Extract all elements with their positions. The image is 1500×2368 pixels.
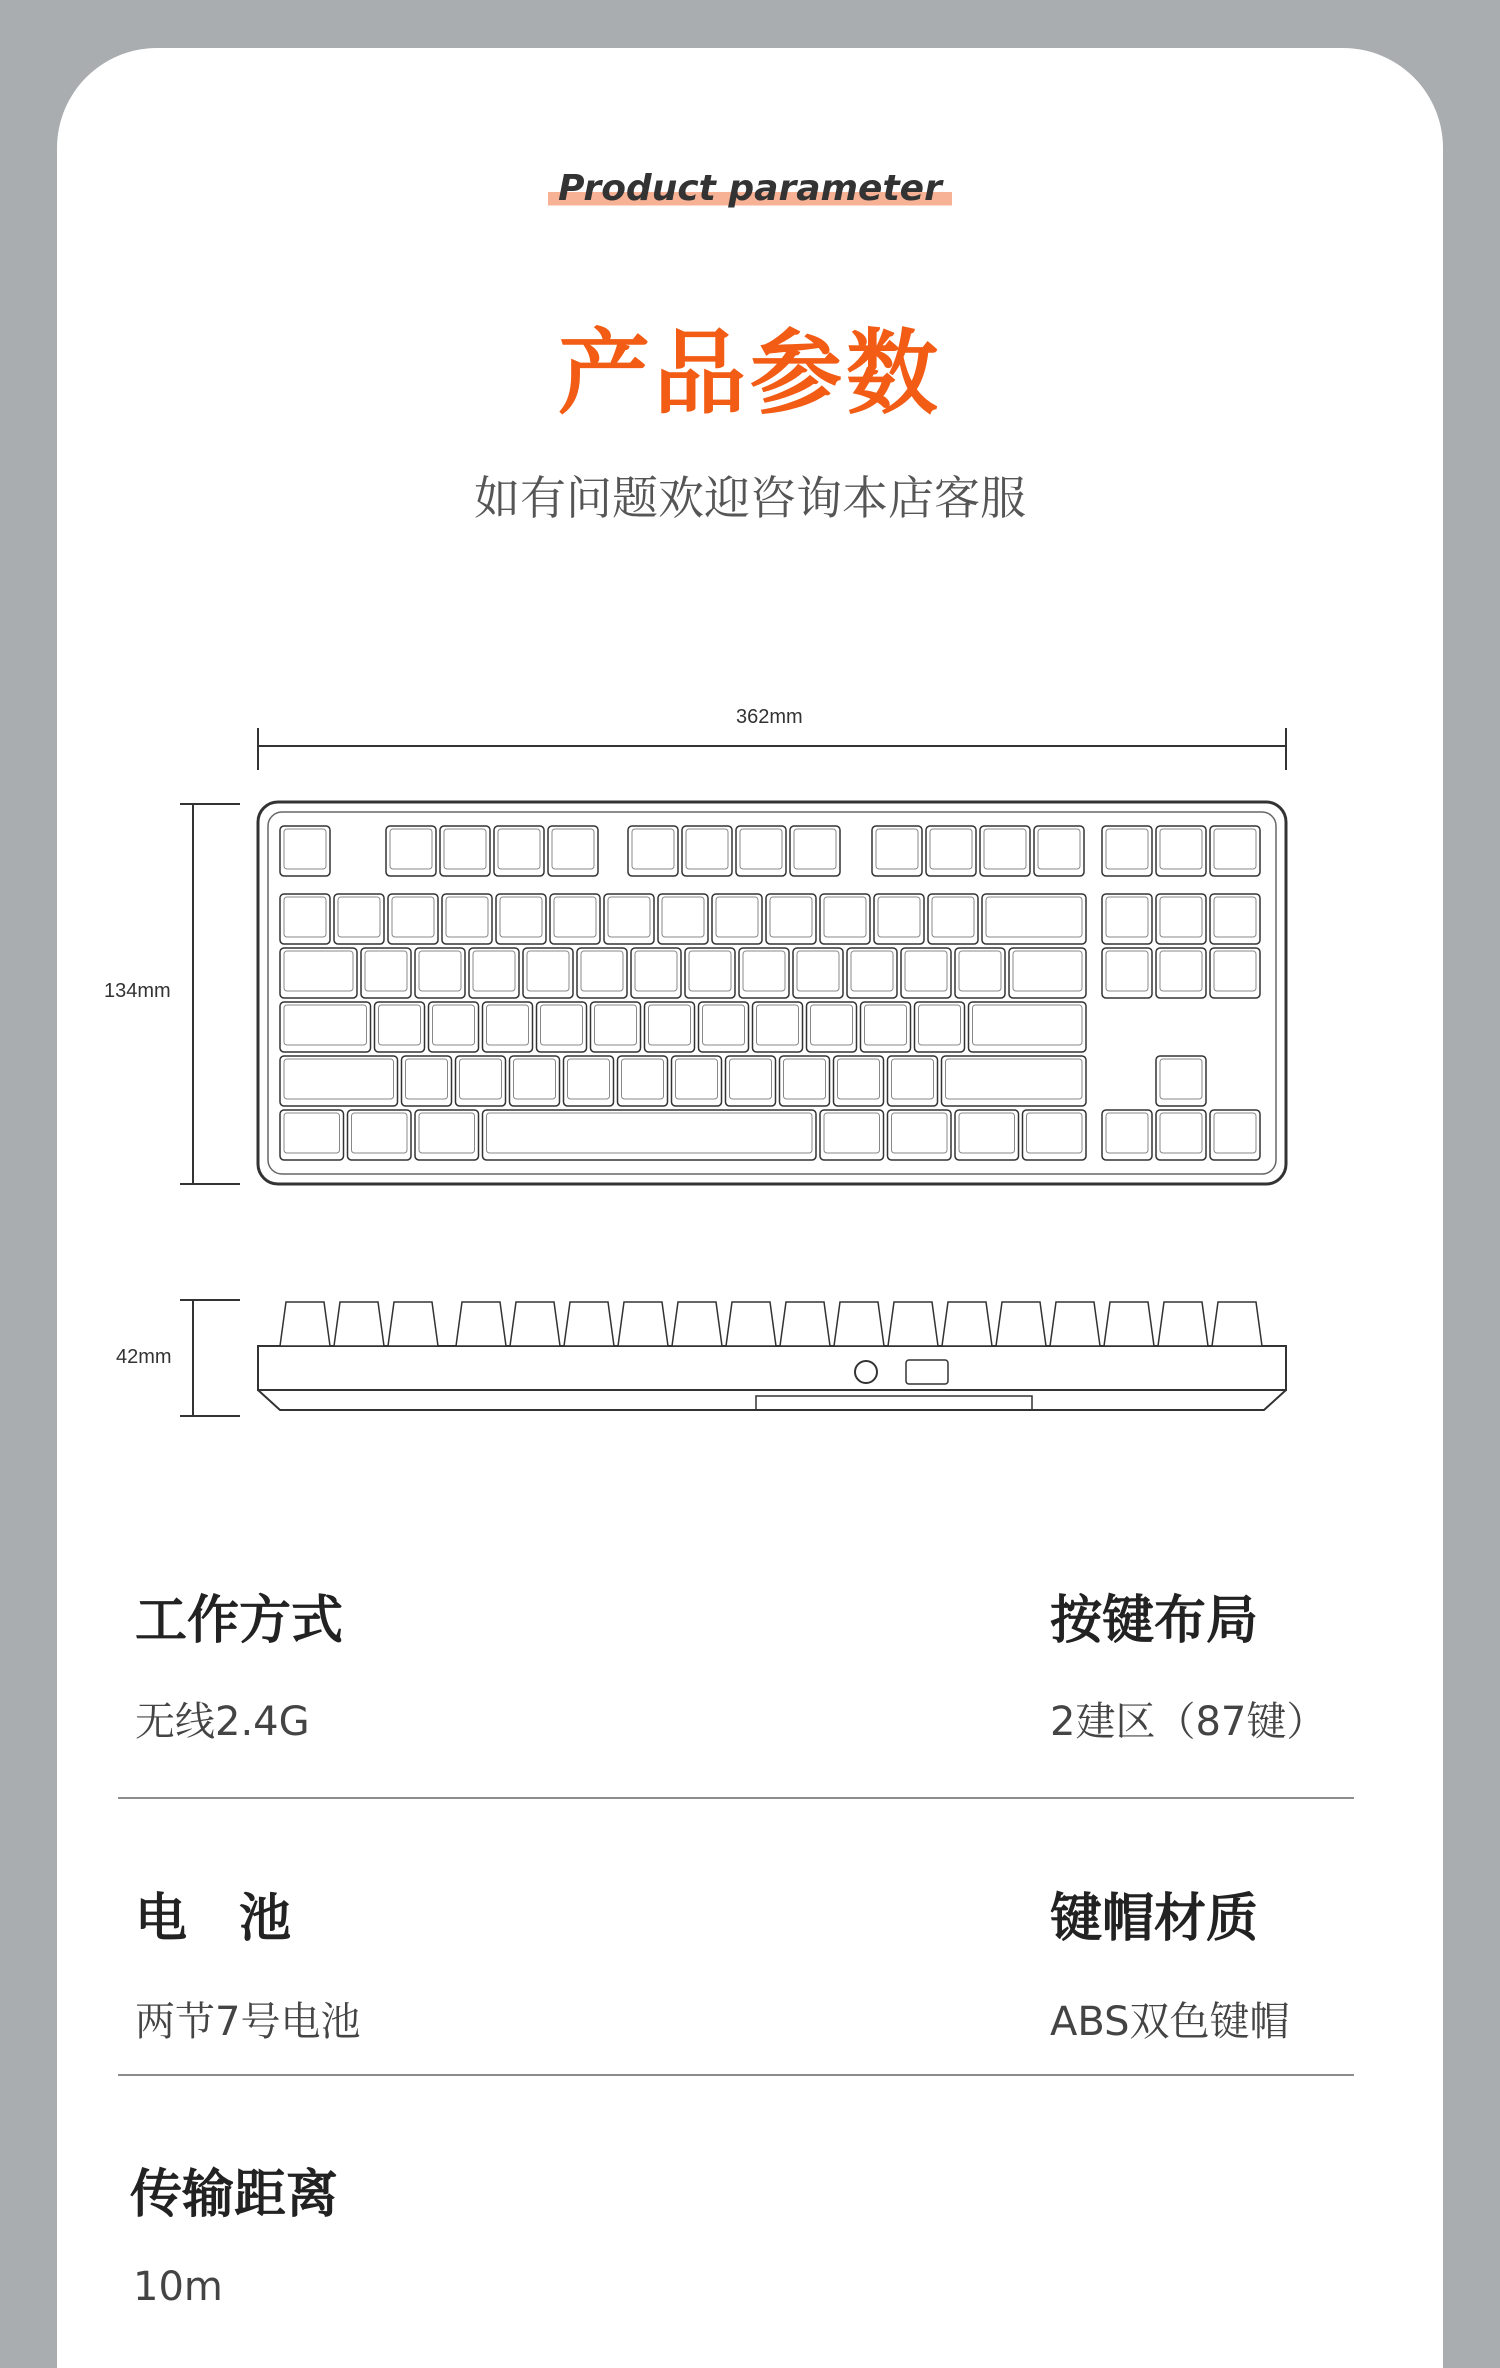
usb-port <box>906 1360 948 1384</box>
side-base <box>258 1390 1286 1410</box>
side-keycap <box>780 1302 830 1346</box>
param-title-keycap: 键帽材质 <box>1050 1889 1259 1949</box>
side-keycap <box>510 1302 560 1346</box>
side-keycap <box>334 1302 384 1346</box>
height-dimension-label: 42mm <box>116 1346 172 1368</box>
side-keycap <box>942 1302 992 1346</box>
side-keycap <box>726 1302 776 1346</box>
param-value-battery: 两节7号电池 <box>135 1999 361 2045</box>
side-keycap <box>618 1302 668 1346</box>
divider <box>118 2074 1354 2076</box>
page-title: 产品参数 <box>557 320 942 427</box>
side-keycap <box>280 1302 330 1346</box>
side-keycap <box>388 1302 438 1346</box>
param-value-keycap: ABS双色键帽 <box>1050 1999 1290 2045</box>
width-dimension-label: 362mm <box>736 706 803 728</box>
side-keycap <box>564 1302 614 1346</box>
divider <box>118 1797 1354 1799</box>
keyboard-side-view <box>258 1302 1286 1410</box>
param-value-mode: 无线2.4G <box>135 1699 310 1745</box>
param-title-battery: 电 池 <box>135 1889 292 1949</box>
param-title-layout: 按键布局 <box>1050 1591 1259 1651</box>
param-title-range: 传输距离 <box>130 2165 339 2225</box>
param-title-mode: 工作方式 <box>135 1591 344 1651</box>
keycaps-group <box>280 826 1260 1160</box>
side-keycap <box>1104 1302 1154 1346</box>
side-keycap <box>1050 1302 1100 1346</box>
depth-dimension-label: 134mm <box>104 980 171 1002</box>
side-keycap <box>456 1302 506 1346</box>
side-keycap <box>672 1302 722 1346</box>
side-keycap <box>1212 1302 1262 1346</box>
param-value-range: 10m <box>133 2264 223 2310</box>
side-keycap <box>1158 1302 1208 1346</box>
side-body <box>258 1346 1286 1390</box>
side-panel <box>756 1396 1032 1410</box>
english-title-text: Product parameter <box>548 168 952 209</box>
subtitle: 如有问题欢迎咨询本店客服 <box>474 471 1026 525</box>
side-keycap <box>834 1302 884 1346</box>
side-keycap <box>996 1302 1046 1346</box>
side-keycap <box>888 1302 938 1346</box>
param-value-layout: 2建区（87键） <box>1050 1699 1327 1745</box>
power-button <box>855 1361 877 1383</box>
